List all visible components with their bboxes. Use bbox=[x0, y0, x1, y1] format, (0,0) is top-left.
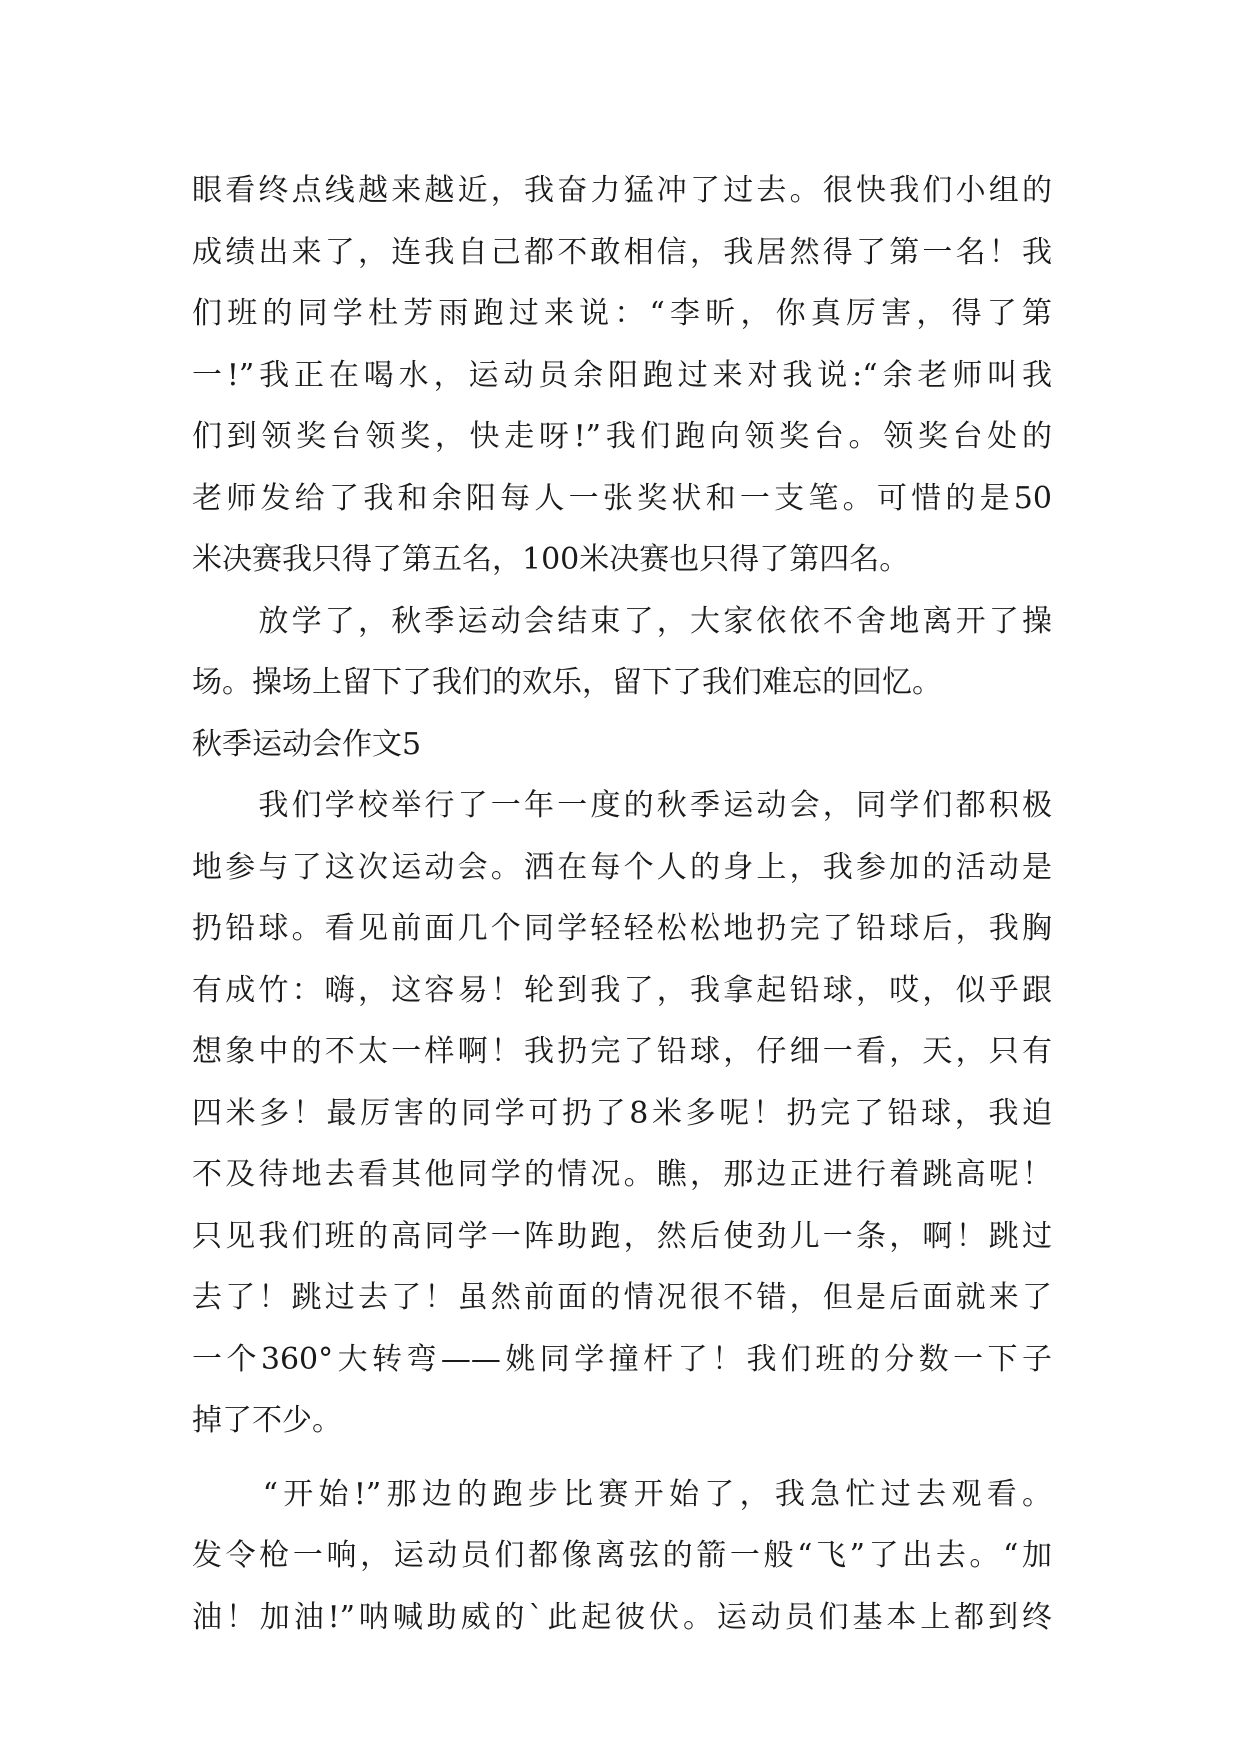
text-line: 们到领奖台领奖，快走呀!”我们跑向领奖台。领奖台处的 bbox=[192, 419, 1052, 454]
text-line: 成绩出来了，连我自己都不敢相信，我居然得了第一名！我 bbox=[192, 234, 1052, 270]
text-line: 发令枪一响，运动员们都像离弦的箭一般“飞”了出去。“加 bbox=[192, 1538, 1052, 1573]
text-line: 我们学校举行了一年一度的秋季运动会，同学们都积极 bbox=[192, 788, 1052, 823]
paragraph-1 bbox=[192, 160, 1052, 591]
paragraph-3 bbox=[192, 775, 1052, 1452]
document-body bbox=[192, 160, 1052, 1648]
text-line: 米决赛我只得了第五名，100米决赛也只得了第四名。 bbox=[192, 542, 910, 577]
text-line: 地参与了这次运动会。洒在每个人的身上，我参加的活动是 bbox=[192, 849, 1052, 885]
text-line: 老师发给了我和余阳每人一张奖状和一支笔。可惜的是50 bbox=[192, 480, 1052, 516]
paragraph-spacer bbox=[192, 1452, 1052, 1464]
text-line: 放学了，秋季运动会结束了，大家依依不舍地离开了操 bbox=[192, 603, 1052, 639]
text-line: 一!”我正在喝水，运动员余阳跑过来对我说:“余老师叫我 bbox=[192, 357, 1052, 393]
text-line: 掉了不少。 bbox=[192, 1403, 342, 1438]
text-line: 场。操场上留下了我们的欢乐，留下了我们难忘的回忆。 bbox=[192, 665, 942, 700]
text-line: 们班的同学杜芳雨跑过来说：“李昕，你真厉害，得了第 bbox=[192, 296, 1052, 331]
text-line: 不及待地去看其他同学的情况。瞧，那边正进行着跳高呢！ bbox=[192, 1157, 1052, 1192]
text-line: 想象中的不太一样啊！我扔完了铅球，仔细一看，天，只有 bbox=[192, 1034, 1052, 1069]
text-line: 有成竹：嗨，这容易！轮到我了，我拿起铅球，哎，似乎跟 bbox=[192, 972, 1052, 1008]
text-line: 一个360°大转弯——姚同学撞杆了！我们班的分数一下子 bbox=[192, 1341, 1052, 1377]
paragraph-4 bbox=[192, 1464, 1052, 1649]
text-line: 眼看终点线越来越近，我奋力猛冲了过去。很快我们小组的 bbox=[192, 173, 1052, 208]
paragraph-2 bbox=[192, 591, 1052, 714]
text-line: 扔铅球。看见前面几个同学轻轻松松地扔完了铅球后，我胸 bbox=[192, 911, 1052, 946]
text-line: “开始!”那边的跑步比赛开始了，我急忙过去观看。 bbox=[192, 1476, 1052, 1512]
heading-text: 秋季运动会作文5 bbox=[192, 726, 422, 762]
text-line: 去了！跳过去了！虽然前面的情况很不错，但是后面就来了 bbox=[192, 1280, 1052, 1315]
section-heading bbox=[192, 714, 1052, 776]
text-line: 油！加油!”呐喊助威的`此起彼伏。运动员们基本上都到终 bbox=[192, 1599, 1052, 1635]
text-line: 四米多！最厉害的同学可扔了8米多呢！扔完了铅球，我迫 bbox=[192, 1095, 1052, 1131]
text-line: 只见我们班的高同学一阵助跑，然后使劲儿一条，啊！跳过 bbox=[192, 1218, 1052, 1254]
